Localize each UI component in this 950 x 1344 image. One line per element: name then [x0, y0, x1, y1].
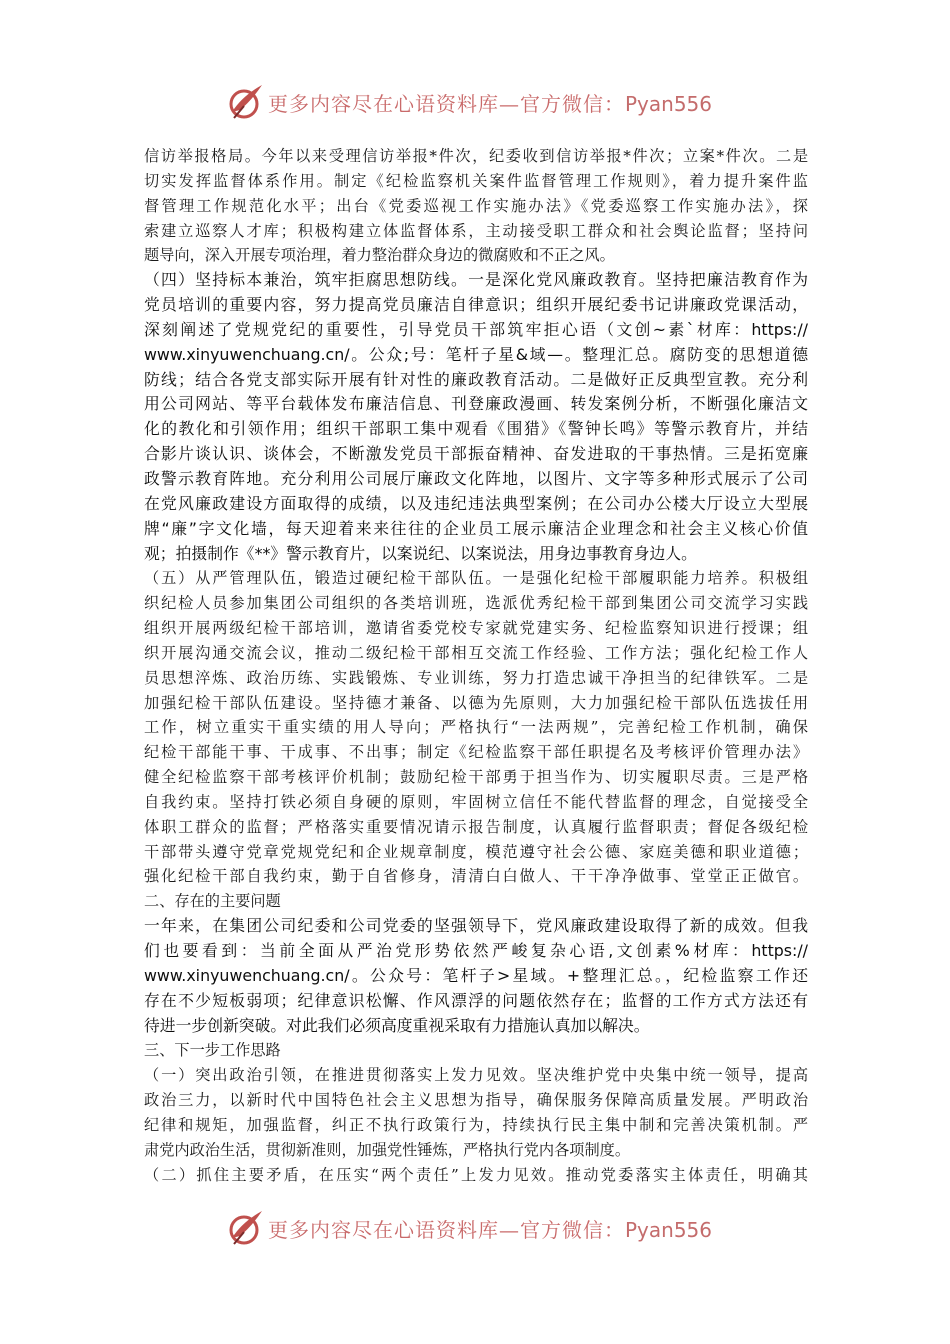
text-line: 化的教化和引领作用；组织干部职工集中观看《围猎》《警钟长鸣》等警示教育片，并结	[144, 419, 808, 439]
text-line: 工作，树立重实干重实绩的用人导向；严格执行“一法两规”，完善纪检工作机制，确保	[144, 718, 808, 737]
text-line: 防线；结合各党支部实际开展有针对性的廉政教育活动。二是做好正反典型宣教。充分利	[144, 369, 808, 389]
text-line: 肃党内政治生活，贯彻新准则，加强党性锤炼，严格执行党内各项制度。	[144, 1140, 630, 1159]
text-line: 信访举报格局。今年以来受理信访举报*件次，纪委收到信访举报*件次；立案*件次。二是	[144, 147, 808, 165]
header-banner	[0, 82, 950, 126]
text-line: 纪律和规矩，加强监督，纠正不执行政策行为，持续执行民主集中制和完善决策机制。严	[144, 1115, 808, 1134]
footer-banner	[0, 1208, 950, 1252]
text-line: 牌“廉”字文化墙，每天迎着来来往往的企业员工展示廉洁企业理念和社会主义核心价值	[144, 518, 808, 538]
text-line: 待进一步创新突破。对此我们必须高度重视采取有力措施认真加以解决。	[144, 1015, 650, 1035]
quill-logo-icon	[228, 1208, 264, 1248]
text-line: 督管理工作规范化水平；出台《党委巡视工作实施办法》《党委巡察工作实施办法》，探	[144, 196, 808, 215]
text-line: 员思想淬炼、政治历练、实践锻炼、专业训练，努力打造忠诚干净担当的纪律铁军。二是	[144, 668, 808, 687]
footer-banner-text	[268, 1214, 712, 1243]
text-line: 切实发挥监督体系作用。制定《纪检监察机关案件监督管理工作规则》，着力提升案件监	[144, 171, 808, 190]
text-line: 体职工群众的监督；严格落实重要情况请示报告制度，认真履行监督职责；督促各级纪检	[144, 817, 808, 836]
text-line: 一年来，在集团公司纪委和公司党委的坚强领导下，党风廉政建设取得了新的成效。但我	[144, 916, 808, 936]
text-line: www.xinyuwenchuang.cn/。公众号：笔杆子>星域。+整理汇总。，纪检监察工作还	[144, 965, 808, 985]
text-line: （五）从严管理队伍，锻造过硬纪检干部队伍。一是强化纪检干部履职能力培养。积极组	[144, 569, 808, 588]
text-line: 党员培训的重要内容，努力提高党员廉洁自律意识；组织开展纪委书记讲廉政党课活动，	[144, 295, 808, 315]
text-line: www.xinyuwenchuang.cn/。公众;号：笔杆子星&域—。整理汇总。腐防变的思想道德	[144, 344, 808, 364]
text-line: 政治三力，以新时代中国特色社会主义思想为指导，确保服务保障高质量发展。严明政治	[144, 1091, 808, 1110]
document-body	[144, 144, 808, 1187]
text-line: 干部带头遵守党章党规党纪和企业规章制度，模范遵守社会公德、家庭美德和职业道德；	[144, 842, 808, 861]
text-line: （四）坚持标本兼治，筑牢拒腐思想防线。一是深化党风廉政教育。坚持把廉洁教育作为	[144, 270, 808, 290]
text-line: （二）抓住主要矛盾，在压实“两个责任”上发力见效。推动党委落实主体责任，明确其	[144, 1165, 808, 1184]
footer-banner-label: 更多内容尽在心语资料库—官方微信：	[268, 1218, 625, 1242]
header-banner-handle: Pyan556	[625, 92, 713, 116]
footer-banner-handle: Pyan556	[625, 1218, 713, 1242]
text-line: 政警示教育阵地。充分利用公司展厅廉政文化阵地，以图片、文字等多种形式展示了公司	[144, 468, 808, 488]
text-line: 们也要看到：当前全面从严治党形势依然严峻复杂心语,文创素%材库：https://	[144, 941, 808, 960]
text-line: （一）突出政治引领，在推进贯彻落实上发力见效。坚决维护党中央集中统一领导，提高	[144, 1066, 808, 1085]
text-line: 在党风廉政建设方面取得的成绩，以及违纪违法典型案例；在公司办公楼大厅设立大型展	[144, 493, 808, 513]
text-line: 存在不少短板弱项；纪律意识松懈、作风漂浮的问题依然存在；监督的工作方式方法还有	[144, 990, 808, 1010]
quill-logo-icon	[228, 82, 264, 122]
text-line: 题导向，深入开展专项治理，着力整治群众身边的微腐败和不正之风。	[144, 246, 615, 265]
text-line: 索建立巡察人才库；积极构建立体监督体系，主动接受职工群众和社会舆论监督；坚持问	[144, 221, 808, 240]
text-line: 纪检干部能干事、干成事、不出事；制定《纪检监察干部任职提名及考核评价管理办法》	[144, 743, 808, 762]
text-line: 组织开展两级纪检干部培训，邀请省委党校专家就党建实务、纪检监察知识进行授课；组	[144, 619, 808, 638]
text-line: 织开展沟通交流会议，推动二级纪检干部相互交流工作经验、工作方法；强化纪检工作人	[144, 643, 808, 662]
text-line: 用公司网站、等平台载体发布廉洁信息、刊登廉政漫画、转发案例分析，不断强化廉洁文	[144, 394, 808, 414]
text-line: 织纪检人员参加集团公司组织的各类培训班，选派优秀纪检干部到集团公司交流学习实践	[144, 594, 808, 613]
text-line: 加强纪检干部队伍建设。坚持德才兼备、以德为先原则，大力加强纪检干部队伍选拔任用	[144, 693, 808, 712]
text-line: 自我约束。坚持打铁必须自身硬的原则，牢固树立信任不能代替监督的理念，自觉接受全	[144, 792, 808, 811]
header-banner-text	[268, 88, 712, 117]
text-line: 健全纪检监察干部考核评价机制；鼓励纪检干部勇于担当作为、切实履职尽责。三是严格	[144, 768, 808, 787]
text-line: 合影片谈认识、谈体会，不断激发党员干部振奋精神、奋发进取的干事热情。三是拓宽廉	[144, 444, 808, 464]
text-line: 观；拍摄制作《**》警示教育片，以案说纪、以案说法，用身边事教育身边人。	[144, 543, 697, 563]
text-line: 强化纪检干部自我约束，勤于自省修身，清清白白做人、干干净净做事、堂堂正正做官。	[144, 867, 808, 886]
header-banner-label: 更多内容尽在心语资料库—官方微信：	[268, 92, 625, 116]
section-heading: 三、下一步工作思路	[144, 1041, 281, 1060]
text-line: 深刻阐述了党规党纪的重要性，引导党员干部筑牢拒心语（文创~素`材库：https://	[144, 319, 808, 339]
section-heading: 二、存在的主要问题	[144, 892, 281, 911]
